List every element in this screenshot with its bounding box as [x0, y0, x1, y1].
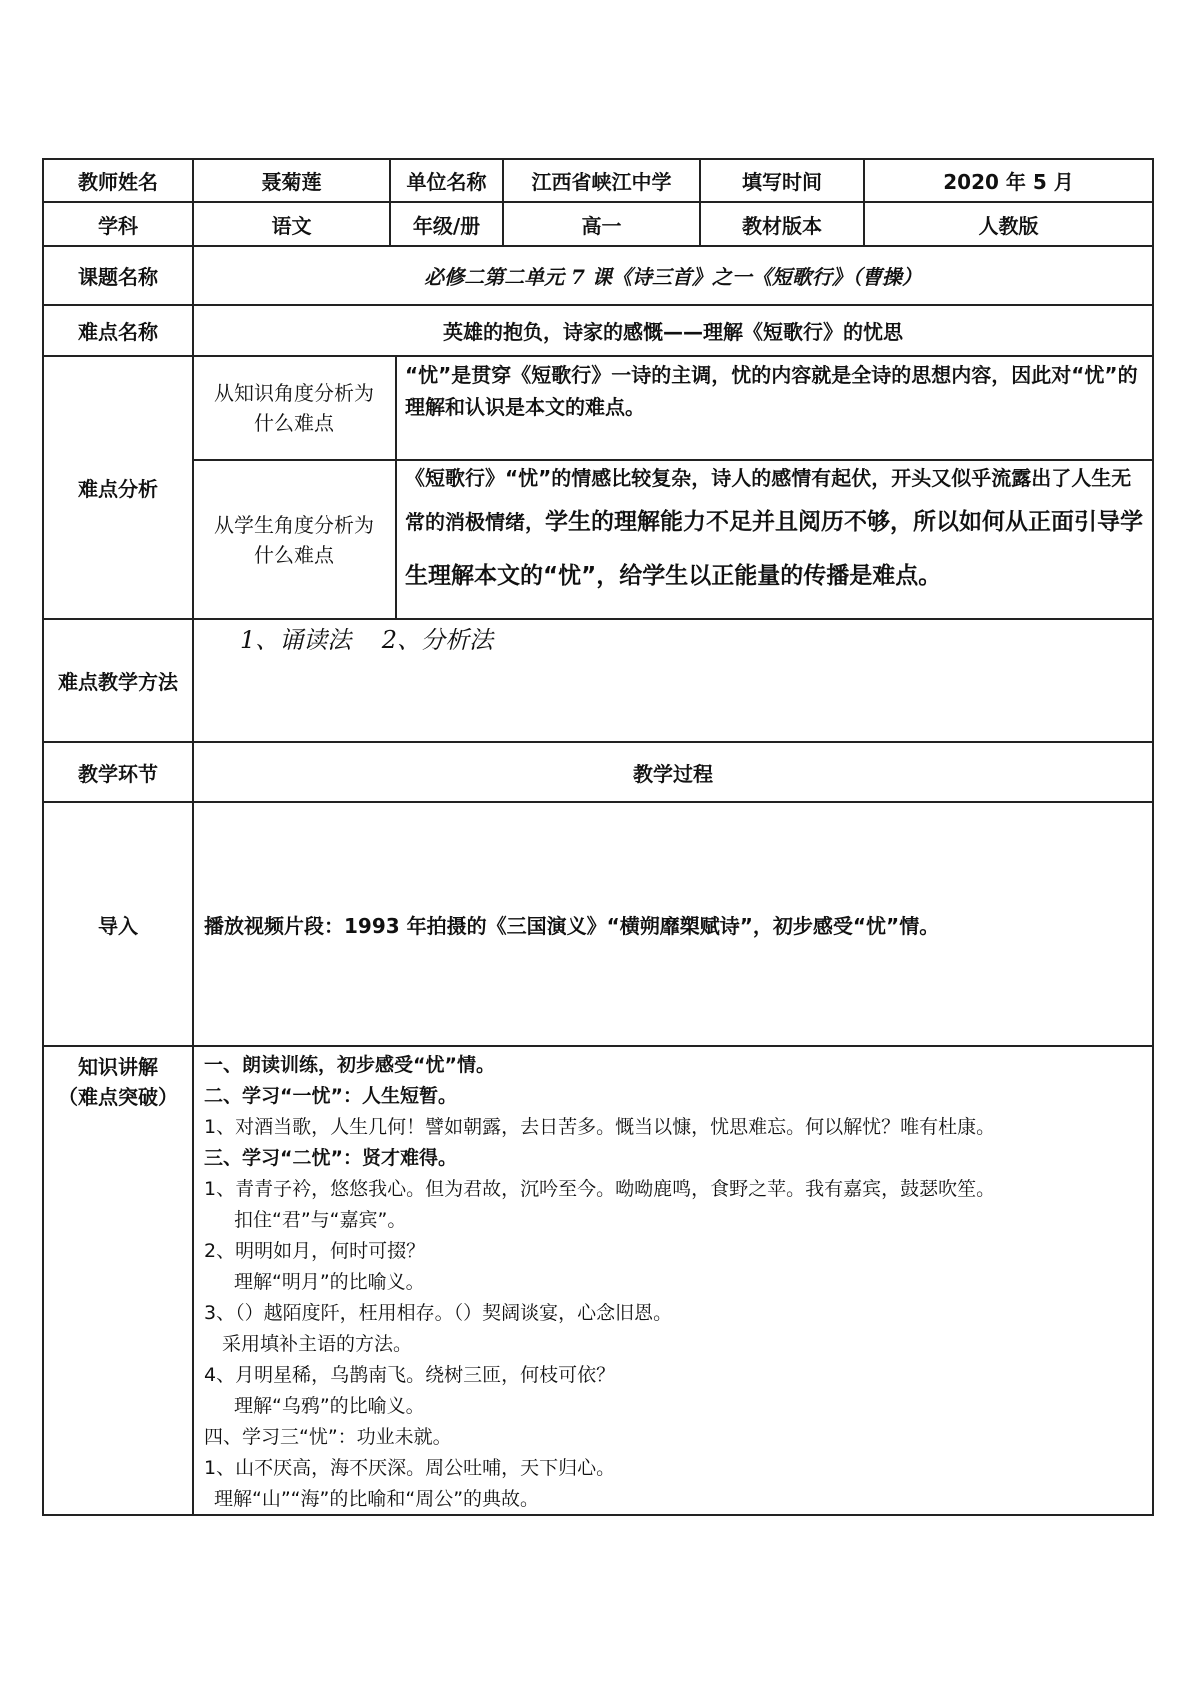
difficulty-value: 英雄的抱负，诗家的感慨——理解《短歌行》的忧思 [443, 320, 903, 344]
analysis-label: 难点分析 [78, 477, 158, 501]
subject-value: 语文 [271, 213, 312, 238]
teacher-name: 聂菊莲 [261, 170, 322, 194]
student-angle-text [405, 461, 1149, 603]
topic-label: 课题名称 [78, 265, 158, 289]
student-angle-text-a: 《短歌行》“忧”的情感比较复杂，诗人的感情有起伏，开头又似乎流露出了人生无常的消极情绪， [405, 466, 1132, 534]
knowledge-line: 4、月明星稀，乌鹊南飞。绕树三匝，何枝可依？ [204, 1364, 616, 1386]
knowledge-line: 3、（）越陌度阡，枉用相存。（）契阔谈宴，心念旧恩。 [204, 1302, 673, 1324]
grade-label: 年级/册 [412, 213, 481, 238]
knowledge-line: 一、朗读训练，初步感受“忧”情。 [204, 1054, 495, 1076]
edition-label: 教材版本 [742, 213, 822, 238]
knowledge-label: 知识讲解 [78, 1054, 158, 1079]
date-value: 2020 年 5 月 [943, 170, 1074, 194]
teacher-label: 教师姓名 [78, 170, 158, 194]
knowledge-line: 1、山不厌高，海不厌深。周公吐哺，天下归心。 [204, 1457, 616, 1479]
knowledge-line: 扣住“君”与“嘉宾”。 [234, 1209, 407, 1231]
method-label: 难点教学方法 [58, 670, 178, 694]
knowledge-line: 采用填补主语的方法。 [222, 1333, 413, 1355]
intro-value: 播放视频片段：1993 年拍摄的《三国演义》“横朔靡槊赋诗”，初步感受“忧”情。 [204, 913, 940, 938]
knowledge-line: 理解“乌鸦”的比喻义。 [234, 1395, 425, 1417]
unit-label: 单位名称 [406, 170, 487, 194]
row-divider [42, 1045, 1154, 1047]
knowledge-angle-label: 从知识角度分析为什么难点 [214, 381, 374, 435]
knowledge-line: 四、学习三“忧”：功业未就。 [204, 1426, 452, 1448]
edition-value: 人教版 [978, 213, 1039, 238]
column-divider [395, 355, 397, 619]
intro-label: 导入 [98, 913, 138, 938]
date-label: 填写时间 [742, 170, 822, 194]
knowledge-line: 1、对酒当歌，人生几何！譬如朝露，去日苦多。慨当以慷，忧思难忘。何以解忧？唯有杜康。 [204, 1116, 996, 1138]
topic-value: 必修二第二单元 7 课《诗三首》之一《短歌行》（曹操） [424, 265, 922, 289]
process-header: 教学过程 [633, 761, 713, 786]
column-divider [192, 158, 194, 1516]
knowledge-sublabel: （难点突破） [58, 1084, 178, 1109]
stage-header: 教学环节 [78, 761, 158, 786]
student-angle-label: 从学生角度分析为什么难点 [214, 512, 374, 567]
difficulty-label: 难点名称 [78, 320, 158, 344]
knowledge-line: 2、明明如月，何时可掇？ [204, 1240, 426, 1262]
grade-value: 高一 [581, 213, 622, 238]
subject-label: 学科 [98, 213, 138, 238]
knowledge-line: 二、学习“一忧”：人生短暂。 [204, 1085, 457, 1107]
knowledge-line: 三、学习“二忧”：贤才难得。 [204, 1147, 457, 1169]
unit-name: 江西省峡江中学 [531, 170, 672, 194]
method-value: 1、诵读法 2、分析法 [240, 626, 494, 654]
knowledge-angle-text: “忧”是贯穿《短歌行》一诗的主调，忧的内容就是全诗的思想内容，因此对“忧”的理解和认识是本文的难点。 [405, 363, 1138, 419]
knowledge-line: 理解“明月”的比喻义。 [234, 1271, 425, 1293]
knowledge-line: 理解“山”“海”的比喻和“周公”的典故。 [214, 1488, 540, 1510]
knowledge-line: 1、青青子衿，悠悠我心。但为君故，沉吟至今。呦呦鹿鸣，食野之苹。我有嘉宾，鼓瑟吹笙。 [204, 1178, 996, 1200]
student-angle-text-b: 学生的理解能力不足并且阅历不够，所以如何从正面引导学生理解本文的“忧”，给学生以正能量的传播是难点。 [405, 509, 1143, 589]
